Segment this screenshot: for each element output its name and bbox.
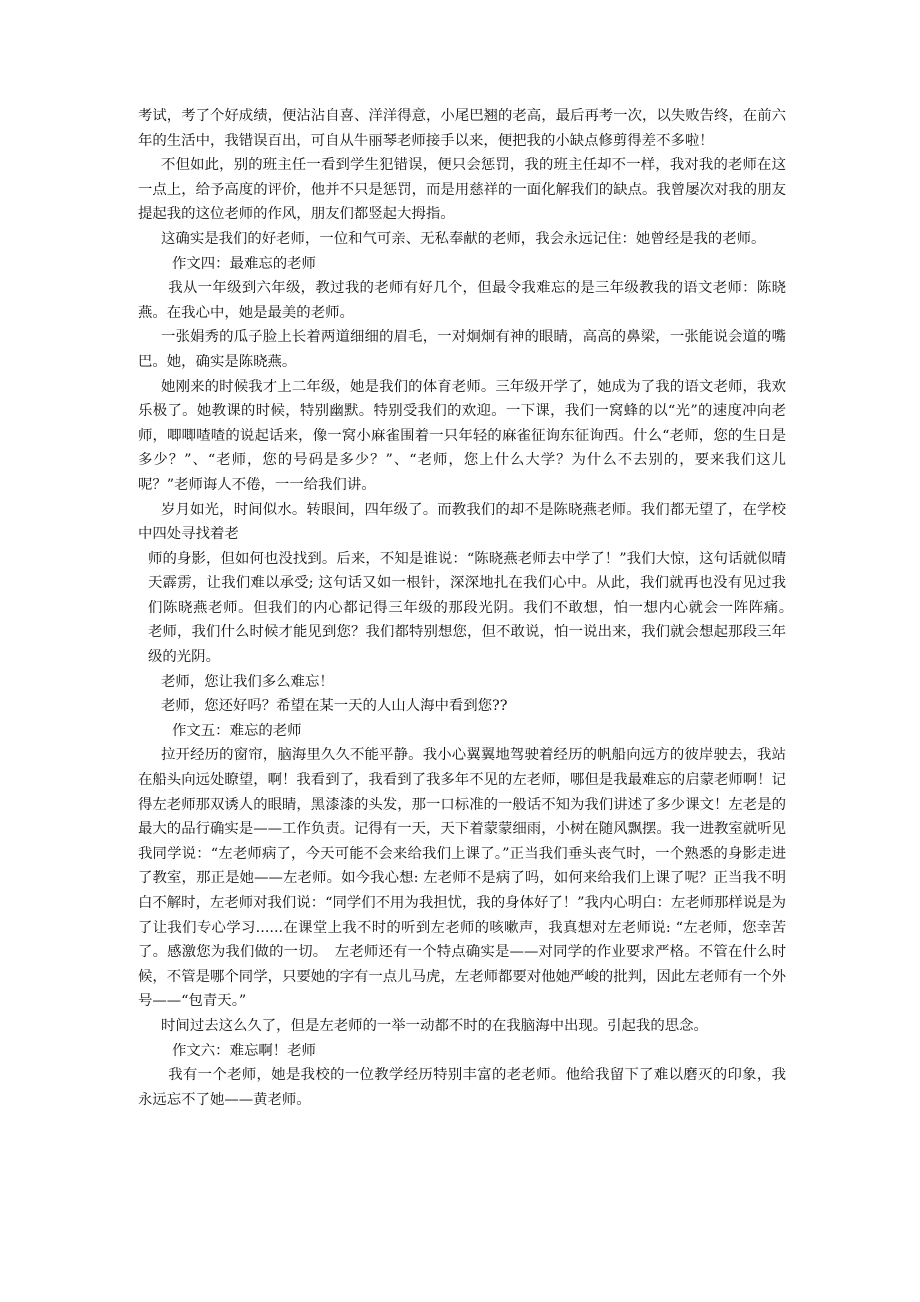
paragraph-5: 我从一年级到六年级，教过我的老师有好几个，但最令我难忘的是三年级教我的语文老师：陈晓燕。在我心中，她是最美的老师。: [138, 280, 786, 321]
paragraph-7: 她刚来的时候我才上二年级，她是我们的体育老师。三年级开学了，她成为了我的语文老师，我欢乐极了。她教课的时候，特别幽默。特别受我们的欢迎。一下课，我们一窝蜂的以“光”的速度冲向老师，唧唧喳喳的说起话来，像一窝小麻雀围着一只年轻的麻雀征询东征询西。什么“老师，您的生日是多少？”、“老师，您的号码是多少？”、“老师，您上什么大学？为什么不去别的，要来我们这儿呢？”老师诲人不倦，一一给我们讲。: [138, 378, 786, 493]
paragraph-6: 一张娟秀的瓜子脸上长着两道细细的眉毛，一对炯炯有神的眼睛，高高的鼻梁，一张能说会道的嘴巴。她，确实是陈晓燕。: [138, 329, 786, 370]
paragraph-16: 我有一个老师，她是我校的一位教学经历特别丰富的老老师。他给我留下了难以磨灭的印象，我永远忘不了她——黄老师。: [138, 1067, 786, 1108]
paragraph-1: 考试，考了个好成绩，便沾沾自喜、洋洋得意，小尾巴翘的老高，最后再考一次，以失败告终，在前六年的生活中，我错误百出，可自从牛丽琴老师接手以来，便把我的小缺点修剪得差不多啦！: [138, 108, 786, 149]
paragraph-11: 老师，您还好吗？希望在某一天的人山人海中看到您??: [161, 698, 508, 715]
paragraph-3: 这确实是我们的好老师，一位和气可亲、无私奉献的老师，我会永远记住：她曾经是我的老师。: [161, 230, 766, 247]
essay-5-heading: 作文五：难忘的老师: [172, 722, 302, 739]
essay-6-heading: 作文六：难忘啊！老师: [172, 1042, 316, 1059]
paragraph-8: 岁月如光，时间似水。转眼间，四年级了。而教我们的却不是陈晓燕老师。我们都无望了，在学校中四处寻找着老: [138, 501, 786, 543]
document-page: [138, 104, 801, 1112]
paragraph-13: 拉开经历的窗帘，脑海里久久不能平静。我小心翼翼地驾驶着经历的帆船向远方的彼岸驶去，我站在船头向远处瞭望，啊！我看到了，我看到了我多年不见的左老师，哪但是我最难忘的启蒙老师啊！记得左老师那双诱人的眼睛，黑漆漆的头发，那一口标准的一般话不知为我们讲述了多少课文！左老是的最大的品行确实是——工作负责。记得有一天，天下着蒙蒙细雨，小树在随风飘摆。我一进教室就听见我同学说：“左老师病了，今天可能不会来给我们上课了。”正当我们垂头丧气时，一个熟悉的身影走进了教室，那正是她——左老师。如今我心想: 左老师不是病了吗，如何来给我们上课了呢？正当我不明白不解时，左老师对我们说：“同学们不用为我担忧，我的身体好了！”我内心明白：左老师那样说是为了让我们专心学习......在课堂上我不时的听到左老师的咳嗽声，我真想对左老师说: “左老师，您幸苦了。感激您为我们做的一切。 左老师还有一个特点确实是——对同学的作业要求严格。不管在什么时候，不管是哪个同学，只要她的字有一点儿马虎，左老师都要对他她严峻的批判，因此左老师有一个外号——“包青天。”: [138, 747, 786, 1010]
paragraph-9: 师的身影，但如何也没找到。后来，不知是谁说：“陈晓燕老师去中学了！”我们大惊，这句话就似晴天霹雳，让我们难以承受; 这句话又如一根针，深深地扎在我们心中。从此，我们就再也没有见过我们陈晓燕老师。但我们的内心都记得三年级的那段光阴。我们不敢想，怕一想内心就会一阵阵痛。 老师，我们什么时候才能见到您？我们都特别想您，但不敢说，怕一说出来，我们就会想起那段三年级的光阴。: [148, 550, 801, 666]
paragraph-2: 不但如此，别的班主任一看到学生犯错误，便只会惩罚，我的班主任却不一样，我对我的老师在这一点上，给予高度的评价，他并不只是惩罚，而是用慈祥的一面化解我们的缺点。我曾屡次对我的朋友提起我的这位老师的作风，朋友们都竖起大拇指。: [138, 157, 786, 223]
paragraph-14: 时间过去这么久了，但是左老师的一举一动都不时的在我脑海中出现。引起我的思念。: [161, 1017, 708, 1034]
essay-4-heading: 作文四：最难忘的老师: [172, 255, 316, 272]
paragraph-10: 老师，您让我们多么难忘！: [161, 673, 334, 690]
